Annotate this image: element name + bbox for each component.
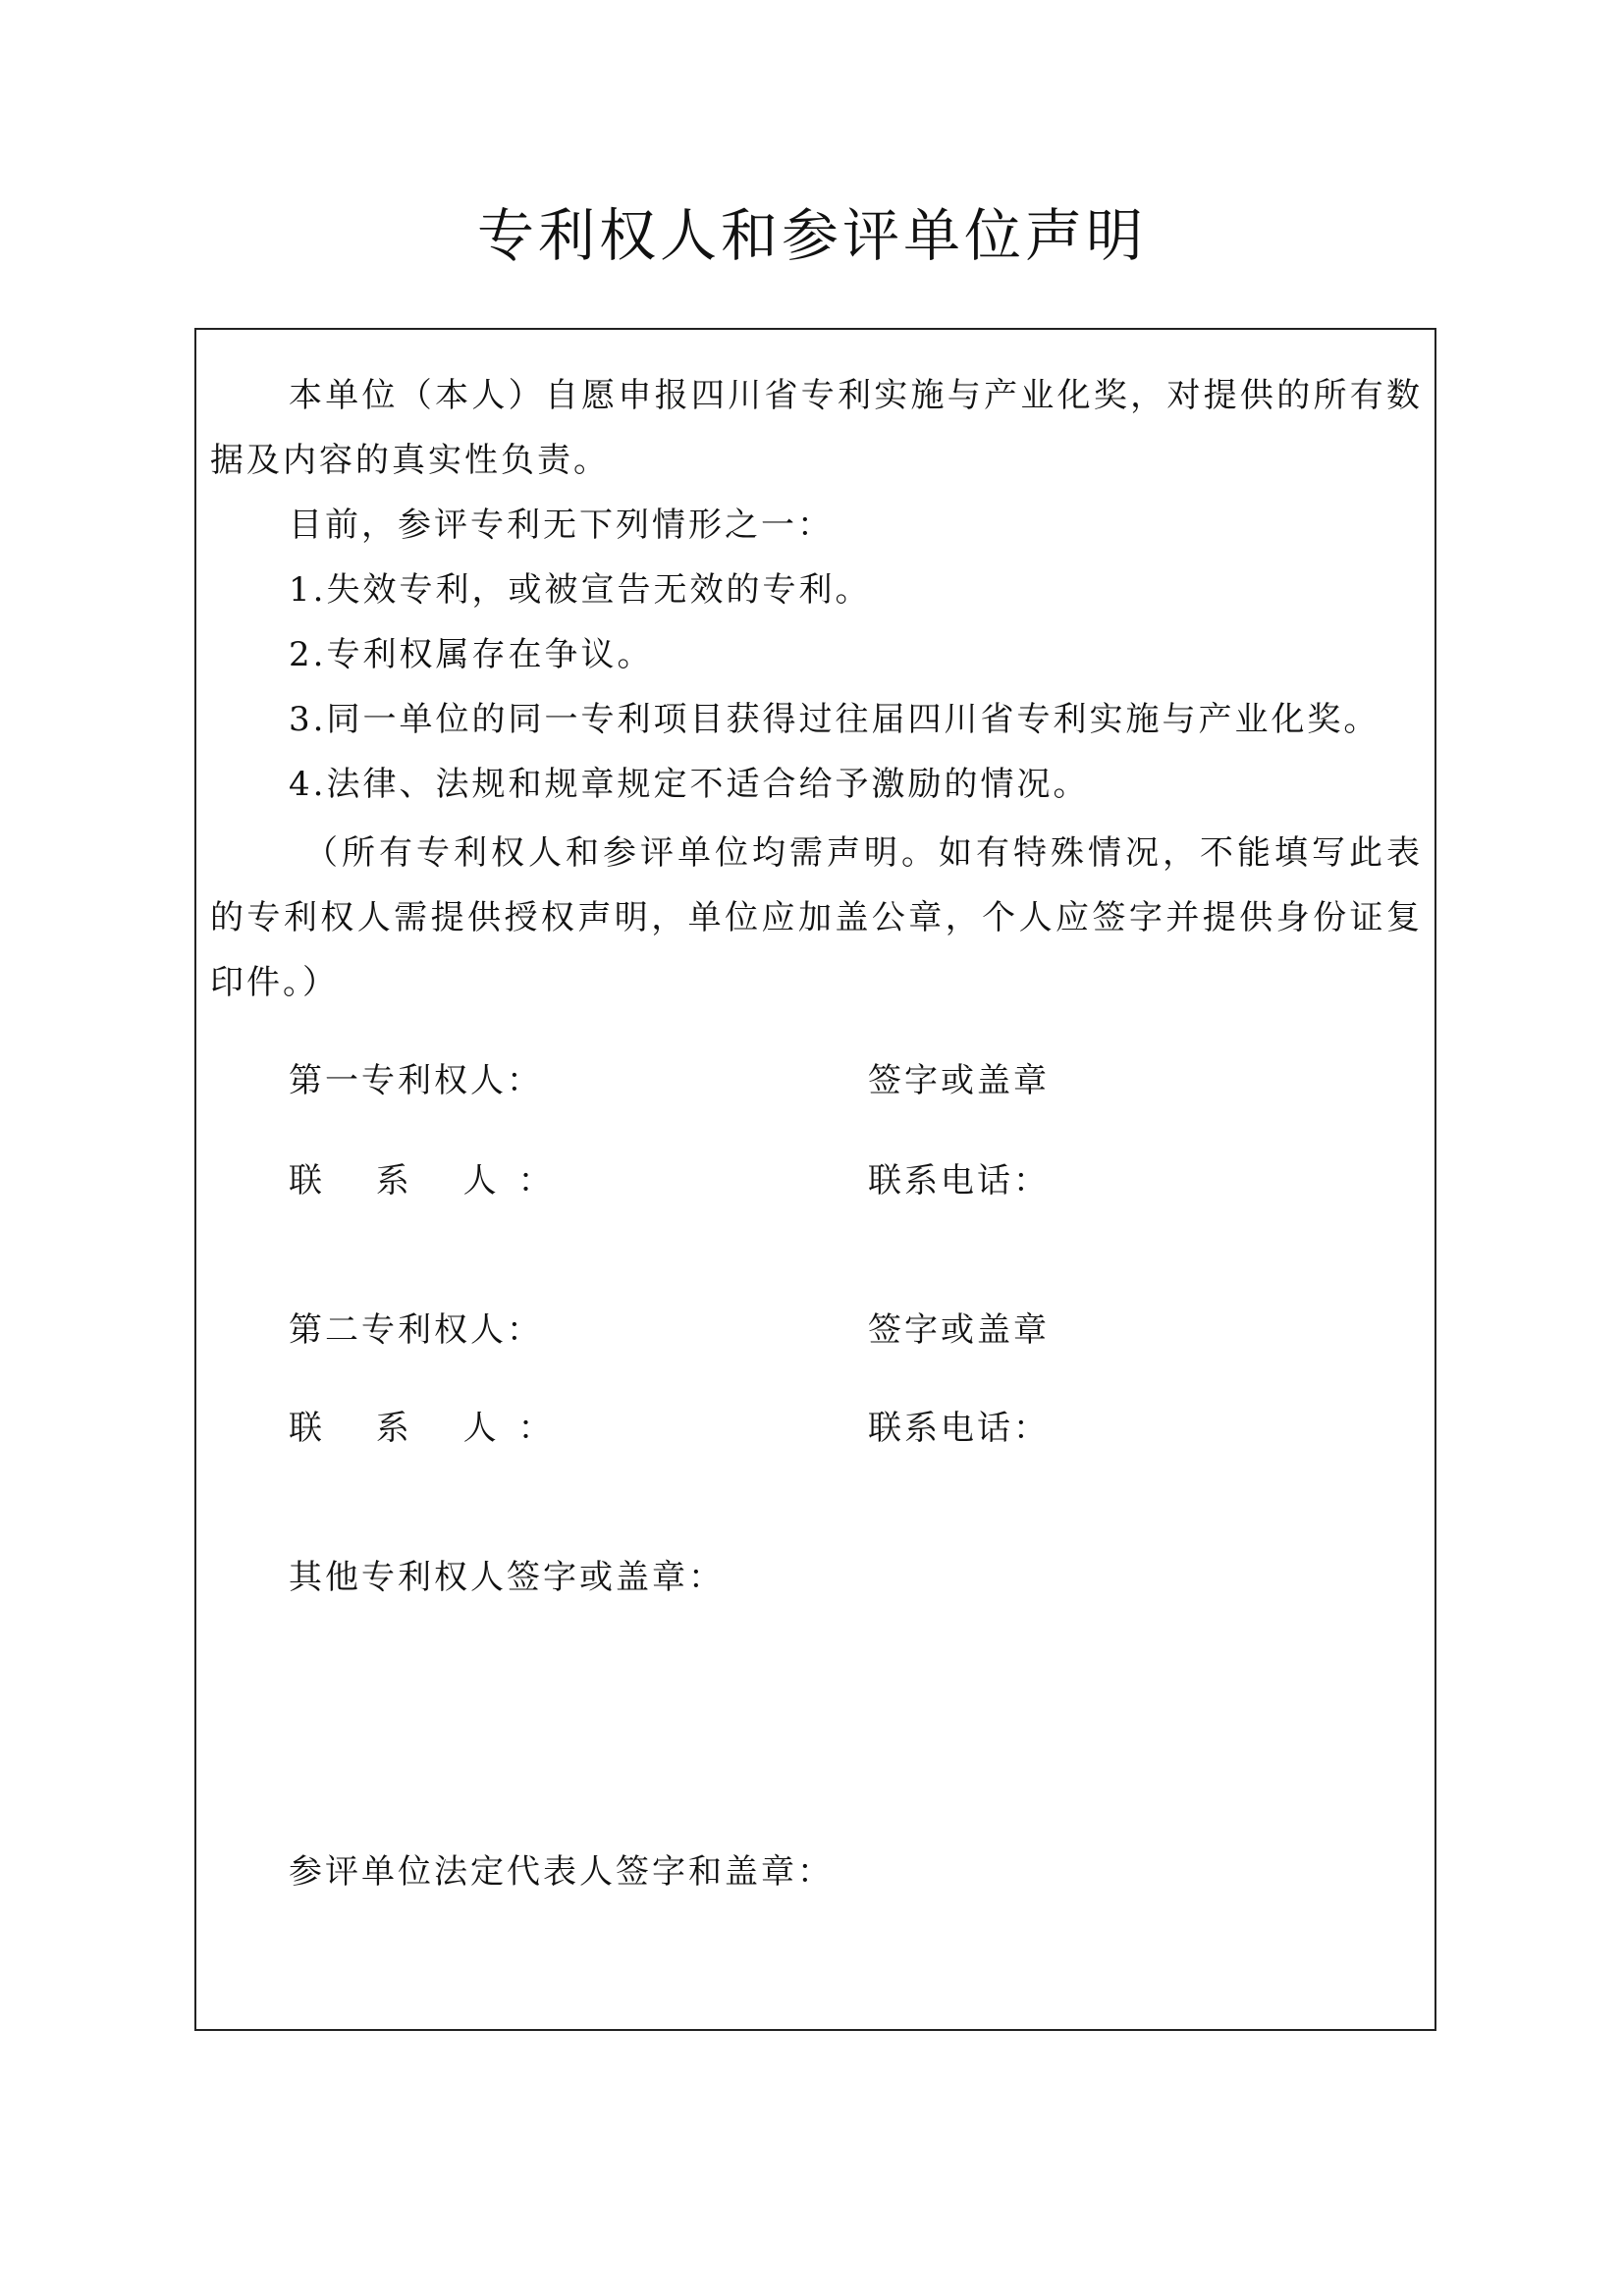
second-holder-phone-label: 联系电话：: [868, 1409, 1050, 1448]
first-holder-contact-label: 联 系 人：: [289, 1161, 573, 1201]
intro-paragraph: 本单位（本人）自愿申报四川省专利实施与产业化奖，对提供的所有数据及内容的真实性负责。: [210, 376, 1423, 480]
list-item-1: 1.失效专利，或被宣告无效的专利。: [289, 570, 872, 610]
page-title: 专利权人和参评单位声明: [476, 202, 1147, 269]
lead-sentence: 目前，参评专利无下列情形之一：: [289, 506, 834, 545]
second-holder-label: 第二专利权人：: [289, 1310, 543, 1350]
list-item-4: 4.法律、法规和规章规定不适合给予激励的情况。: [289, 765, 1090, 804]
second-holder-contact-label: 联 系 人：: [289, 1409, 573, 1448]
second-holder-sign-label: 签字或盖章: [868, 1310, 1050, 1350]
first-holder-sign-label: 签字或盖章: [868, 1061, 1050, 1100]
list-item-2: 2.专利权属存在争议。: [289, 635, 654, 674]
list-item-3: 3.同一单位的同一专利项目获得过往届四川省专利实施与产业化奖。: [289, 700, 1380, 739]
note-paragraph: （所有专利权人和参评单位均需声明。如有特殊情况，不能填写此表的专利权人需提供授权声明，单位应加盖公章，个人应签字并提供身份证复印件。）: [210, 833, 1423, 1002]
legal-rep-label: 参评单位法定代表人签字和盖章：: [289, 1852, 834, 1892]
first-holder-label: 第一专利权人：: [289, 1061, 543, 1100]
first-holder-phone-label: 联系电话：: [868, 1161, 1050, 1201]
other-holders-label: 其他专利权人签字或盖章：: [289, 1558, 725, 1597]
